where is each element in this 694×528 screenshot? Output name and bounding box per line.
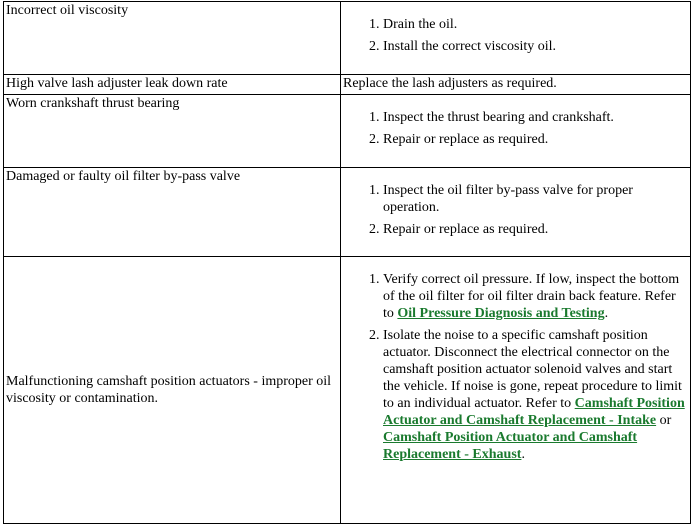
- cause-cell: Worn crankshaft thrust bearing: [4, 95, 341, 168]
- table-row: [4, 168, 691, 257]
- step-text: Verify correct oil pressure. If low, inspect the bottom of the oil filter for oil filter drain back feature. Refer to: [383, 272, 680, 321]
- remedy-cell: [341, 257, 691, 524]
- cause-cell: Malfunctioning camshaft position actuators - improper oil viscosity or contamination.: [4, 257, 341, 524]
- remedy-steps: [343, 257, 688, 463]
- camshaft-intake-replacement-link[interactable]: Camshaft Position Actuator and Camshaft Replacement - Intake: [383, 396, 685, 428]
- list-item: 2. Repair or replace as required.: [383, 131, 688, 148]
- oil-pressure-diagnosis-link[interactable]: Oil Pressure Diagnosis and Testing: [397, 306, 605, 321]
- list-item: 1. Inspect the thrust bearing and crankshaft.: [383, 109, 688, 126]
- table-row: [4, 257, 691, 524]
- step-text: .: [604, 306, 609, 321]
- cause-cell: Incorrect oil viscosity: [4, 2, 341, 75]
- cause-cell: Damaged or faulty oil filter by-pass valve: [4, 168, 341, 257]
- list-item: 2. Repair or replace as required.: [383, 221, 688, 238]
- list-item: [383, 271, 688, 322]
- list-item: 2. Install the correct viscosity oil.: [383, 38, 688, 55]
- remedy-cell: [341, 95, 691, 168]
- remedy-steps: [343, 2, 688, 55]
- remedy-cell: [341, 168, 691, 257]
- diagnosis-table: [3, 1, 691, 524]
- table-row: [4, 95, 691, 168]
- list-item: 1. Inspect the oil filter by-pass valve for proper operation.: [383, 182, 688, 216]
- remedy-cell: [341, 2, 691, 75]
- step-text: Isolate the noise to a specific camshaft position actuator. Disconnect the electrical connector on the camshaft position actuator solenoid valves and start the vehicle. If noise is gone, repeat procedure to limit to an individual actuator. Refer to: [383, 328, 682, 411]
- remedy-cell: Replace the lash adjusters as required.: [341, 75, 691, 95]
- cause-cell: High valve lash adjuster leak down rate: [4, 75, 341, 95]
- camshaft-exhaust-replacement-link[interactable]: Camshaft Position Actuator and Camshaft Replacement - Exhaust: [383, 430, 638, 462]
- list-item: 1. Drain the oil.: [383, 16, 688, 33]
- table-row: [4, 2, 691, 75]
- step-text: .: [521, 447, 525, 462]
- table-row: [4, 75, 691, 95]
- list-item: [383, 327, 688, 463]
- remedy-steps: [343, 168, 688, 238]
- remedy-steps: [343, 95, 688, 148]
- step-text: or: [656, 413, 672, 428]
